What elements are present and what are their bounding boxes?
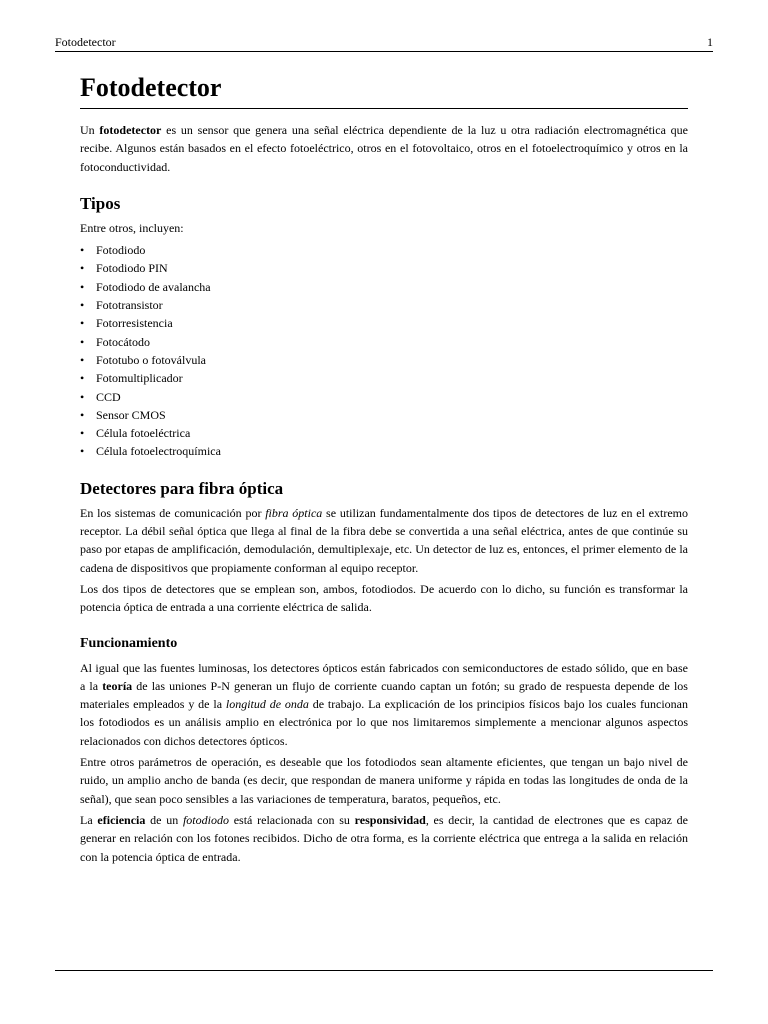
func-p3-text-2: de un [145, 812, 183, 827]
page-number: 1 [707, 35, 713, 49]
fibra-optica-link[interactable]: fibra óptica [265, 505, 323, 520]
bullet-icon: • [80, 261, 85, 276]
intro-text-2: es un sensor que genera una señal eléctrica dependiente de la luz u otra radiación electromagnética que recibe. Algunos están basados en el efecto fotoeléctrico, otros en el fotovoltaico, otros en el fotoelectroquímico y otros en la fotoconductividad. [80, 123, 688, 174]
func-p1-bold-teoria: teoría [102, 678, 133, 693]
header-rule [55, 51, 713, 52]
funcionamiento-paragraph-3 [80, 811, 688, 866]
func-p3-bold-responsividad: responsividad [354, 812, 426, 827]
func-p1-text-3: de trabajo. La explicación de los principios físicos bajo los cuales funcionan los fotodiodos es un análisis amplio en electrónica por lo que nos limitaremos simplemente a mencionar algunos aspectos relacionados con dichos detectores ópticos. [80, 697, 689, 748]
list-item [80, 333, 688, 351]
bullet-icon: • [80, 298, 85, 313]
list-item [80, 442, 688, 460]
bullet-icon: • [80, 316, 85, 331]
bullet-icon: • [80, 389, 85, 404]
bullet-icon: • [80, 279, 85, 294]
list-item [80, 406, 688, 424]
list-item-label[interactable]: Fotomultiplicador [96, 371, 183, 386]
bullet-icon: • [80, 352, 85, 367]
bullet-icon: • [80, 334, 85, 349]
func-p3-text-1: La [80, 812, 98, 827]
funcionamiento-paragraph-1 [80, 659, 688, 750]
list-item-label[interactable]: Sensor CMOS [96, 407, 166, 422]
footer-rule [55, 970, 713, 971]
list-item [80, 259, 688, 277]
list-item-label[interactable]: CCD [96, 389, 121, 404]
list-item-label[interactable]: Fotodiodo PIN [96, 261, 168, 276]
subsection-heading-funcionamiento: Funcionamiento [80, 635, 178, 651]
list-item-label[interactable]: Fototransistor [96, 298, 163, 313]
article-body [80, 72, 688, 866]
func-p1-text-2: de las uniones P-N generan un flujo de corriente cuando captan un fotón; su grado de respuesta depende de los materiales empleados y de la [80, 678, 688, 712]
intro-text-1: Un [80, 123, 100, 137]
intro-bold-term: fotodetector [99, 123, 162, 137]
longitud-de-onda-link[interactable]: longitud de onda [225, 697, 309, 712]
list-item [80, 278, 688, 296]
list-item [80, 388, 688, 406]
list-item [80, 351, 688, 369]
list-item [80, 369, 688, 387]
fibra-p1-text-2: se utilizan fundamentalmente dos tipos de detectores de luz en el extremo receptor. La débil señal óptica que llega al final de la fibra debe se convertida a una señal eléctrica, antes de que continúe su paso por etapas de amplificación, demodulación, demultiplexaje, etc. Un detector de luz es, entonces, el primer elemento de la cadena de dispositivos que propiamente conforman al equipo receptor. [80, 505, 688, 575]
bullet-icon: • [80, 371, 85, 386]
funcionamiento-paragraph-2: Entre otros parámetros de operación, es deseable que los fotodiodos sean altamente eficientes, que tengan un bajo nivel de ruido, un amplio ancho de banda (es decir, que respondan de manera uniforme y rápida en todas las longitudes de onda de la señal), que sean poco sensibles a las variaciones de temperatura, baratos, pequeños, etc. [80, 755, 688, 806]
func-p1-text-1: Al igual que las fuentes luminosas, los detectores ópticos están fabricados con semiconductores de estado sólido, que en base a la [80, 660, 688, 693]
fotodiodo-link[interactable]: fotodiodo [182, 812, 229, 827]
tipos-list [80, 241, 688, 461]
bullet-icon: • [80, 426, 85, 441]
func-p3-text-3: está relacionada con su [228, 812, 355, 827]
list-item-label[interactable]: Fotodiodo [96, 243, 146, 258]
tipos-lead: Entre otros, incluyen: [80, 220, 184, 235]
section-heading-fibra: Detectores para fibra óptica [80, 478, 284, 498]
list-item-label[interactable]: Célula fotoelectroquímica [96, 444, 221, 459]
list-item-label[interactable]: Fototubo o fotoválvula [96, 352, 206, 367]
running-header [55, 35, 713, 50]
list-item [80, 424, 688, 442]
list-item-label[interactable]: Fotorresistencia [96, 316, 173, 331]
intro-paragraph [80, 121, 688, 176]
fibra-p1-text-1: En los sistemas de comunicación por [80, 505, 266, 520]
list-item [80, 296, 688, 314]
list-item-label[interactable]: Célula fotoeléctrica [96, 426, 191, 441]
bullet-icon: • [80, 243, 85, 258]
article-title: Fotodetector [80, 72, 688, 109]
list-item [80, 314, 688, 332]
list-item-label[interactable]: Fotodiodo de avalancha [96, 279, 211, 294]
fibra-paragraph-1 [80, 504, 688, 577]
list-item [80, 241, 688, 259]
list-item-label[interactable]: Fotocátodo [96, 334, 150, 349]
bullet-icon: • [80, 444, 85, 459]
fibra-paragraph-2: Los dos tipos de detectores que se emplean son, ambos, fotodiodos. De acuerdo con lo dicho, su función es transformar la potencia óptica de entrada a una corriente eléctrica de salida. [80, 581, 688, 615]
bullet-icon: • [80, 407, 85, 422]
func-p3-bold-eficiencia: eficiencia [97, 812, 146, 827]
section-heading-tipos: Tipos [80, 193, 121, 213]
func-p3-text-4: , es decir, la cantidad de electrones que es capaz de generar en relación con los fotones recibidos. Dicho de otra forma, es la corriente eléctrica que entrega a la salida en relación con la potencia óptica de entrada. [80, 812, 689, 864]
running-header-title: Fotodetector [55, 35, 116, 49]
